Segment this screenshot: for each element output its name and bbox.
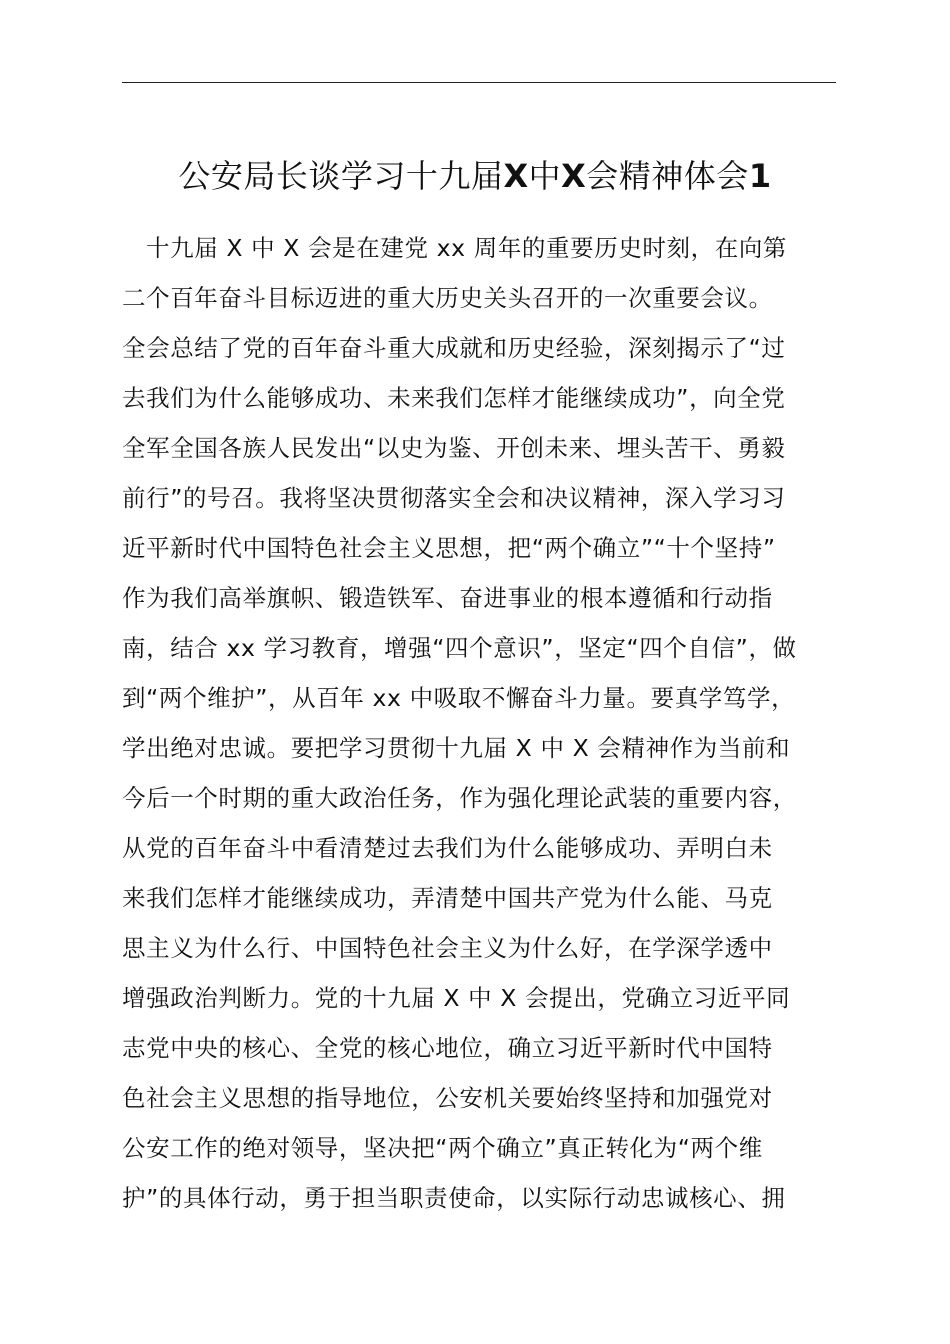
body-line-5: 全军全国各族人民发出“以史为鉴、开创未来、埋头苦干、勇毅 xyxy=(122,434,786,462)
title-number: 1 xyxy=(748,157,772,195)
body-line-11: 学出绝对忠诚。要把学习贯彻十九届 X 中 X 会精神作为当前和 xyxy=(122,734,791,762)
body-line-6: 前行”的号召。我将坚决贯彻落实全会和决议精神，深入学习习 xyxy=(122,484,786,512)
body-line-4: 去我们为什么能够成功、未来我们怎样才能继续成功”，向全党 xyxy=(122,384,786,412)
body-line-1: 十九届 X 中 X 会是在建党 xx 周年的重要历史时刻，在向第 xyxy=(146,234,788,262)
body-line-10: 到“两个维护”，从百年 xx 中吸取不懈奋斗力量。要真学笃学， xyxy=(122,684,796,712)
body-line-18: 色社会主义思想的指导地位，公安机关要始终坚持和加强党对 xyxy=(122,1084,773,1112)
body-line-7: 近平新时代中国特色社会主义思想，把“两个确立”“十个坚持” xyxy=(122,534,776,562)
title-x-1: X xyxy=(503,157,529,195)
body-line-3: 全会总结了党的百年奋斗重大成就和历史经验，深刻揭示了“过 xyxy=(122,334,786,362)
body-line-8: 作为我们高举旗帜、锻造铁军、奋进事业的根本遵循和行动指 xyxy=(122,584,773,612)
body-line-16: 增强政治判断力。党的十九届 X 中 X 会提出，党确立习近平同 xyxy=(122,984,791,1012)
body-line-20: 护”的具体行动，勇于担当职责使命，以实际行动忠诚核心、拥 xyxy=(122,1184,786,1212)
body-line-12: 今后一个时期的重大政治任务，作为强化理论武装的重要内容， xyxy=(122,784,797,812)
body-line-15: 思主义为什么行、中国特色社会主义为什么好，在学深学透中 xyxy=(122,934,773,962)
title-part-3: 会精神体会 xyxy=(586,157,749,195)
body-line-13: 从党的百年奋斗中看清楚过去我们为什么能够成功、弄明白未 xyxy=(122,834,773,862)
body-line-14: 来我们怎样才能继续成功，弄清楚中国共产党为什么能、马克 xyxy=(122,884,773,912)
body-line-19: 公安工作的绝对领导，坚决把“两个确立”真正转化为“两个维 xyxy=(122,1134,763,1162)
title-x-2: X xyxy=(561,157,587,195)
title-part-1: 公安局长谈学习十九届 xyxy=(178,157,504,195)
header-rule xyxy=(122,82,836,83)
body-line-9: 南，结合 xx 学习教育，增强“四个意识”，坚定“四个自信”，做 xyxy=(122,634,797,662)
body-line-17: 志党中央的核心、全党的核心地位，确立习近平新时代中国特 xyxy=(122,1034,773,1062)
body-line-2: 二个百年奋斗目标迈进的重大历史关头召开的一次重要会议。 xyxy=(122,284,773,312)
document-title xyxy=(100,150,850,202)
title-part-2: 中 xyxy=(528,157,562,195)
